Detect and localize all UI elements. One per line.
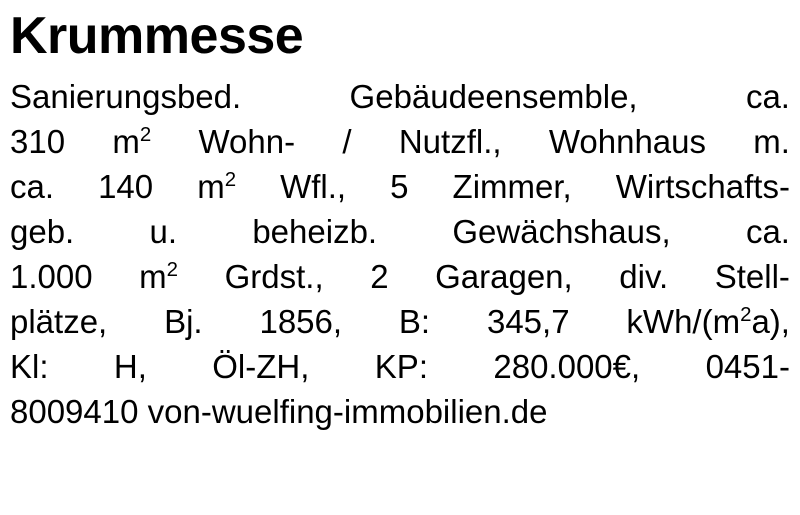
ad-word: Sanierungsbed. — [10, 78, 242, 115]
ad-word: / — [342, 123, 352, 160]
ad-word: B: — [398, 303, 431, 340]
ad-word: Stell- — [714, 258, 790, 295]
ad-word: Zimmer, — [452, 168, 572, 205]
ad-word: H, — [113, 348, 147, 385]
ad-word: Wohnhaus — [548, 123, 706, 160]
ad-word: 140 — [98, 168, 154, 205]
ad-word: $m^2$ — [139, 258, 179, 295]
ad-word: Garagen, — [435, 258, 573, 295]
ad-word: Wohn- — [198, 123, 296, 160]
ad-body-line — [10, 74, 790, 119]
ad-word: Wfl., — [280, 168, 347, 205]
ad-word: Nutzfl., — [398, 123, 502, 160]
ad-word: 345,7 — [486, 303, 570, 340]
ad-body-line — [10, 209, 790, 254]
ad-word: Öl-ZH, — [212, 348, 310, 385]
ad-word: beheizb. — [252, 213, 378, 250]
ad-word: Kl: — [10, 348, 49, 385]
ad-word: 0451- — [705, 348, 790, 385]
ad-word: 280.000€, — [493, 348, 641, 385]
ad-word: plätze, — [10, 303, 108, 340]
ad-word: Gewächshaus, — [452, 213, 671, 250]
ad-word: $m^2$ — [197, 168, 237, 205]
ad-word: 1856, — [259, 303, 343, 340]
ad-word: KP: — [374, 348, 428, 385]
ad-word: $m^2$ — [112, 123, 152, 160]
ad-word: ca. — [745, 78, 790, 115]
ad-body-line-contact: 8009410 von-wuelfing-immobilien.de — [10, 393, 548, 430]
ad-word: 5 — [390, 168, 409, 205]
ad-word: ca. — [10, 168, 55, 205]
ad-word: 2 — [370, 258, 389, 295]
ad-word: 1.000 — [10, 258, 93, 295]
ad-word: Gebäudeensemble, — [349, 78, 638, 115]
ad-word: u. — [149, 213, 178, 250]
ad-word: Bj. — [164, 303, 203, 340]
ad-word: m. — [753, 123, 790, 160]
ad-body-line — [10, 119, 790, 164]
ad-word: kWh/$(m^2a)$, — [626, 303, 790, 340]
ad-body-line — [10, 254, 790, 299]
ad-body-text — [10, 74, 790, 434]
ad-body-line — [10, 164, 790, 209]
ad-body-line — [10, 344, 790, 389]
ad-word: 310 — [10, 123, 66, 160]
ad-word: Wirtschafts- — [615, 168, 790, 205]
ad-word: geb. — [10, 213, 75, 250]
ad-word: div. — [619, 258, 669, 295]
page-title: Krummesse — [10, 7, 304, 65]
ad-word: Grdst., — [224, 258, 324, 295]
ad-word: ca. — [745, 213, 790, 250]
ad-body-line — [10, 299, 790, 344]
